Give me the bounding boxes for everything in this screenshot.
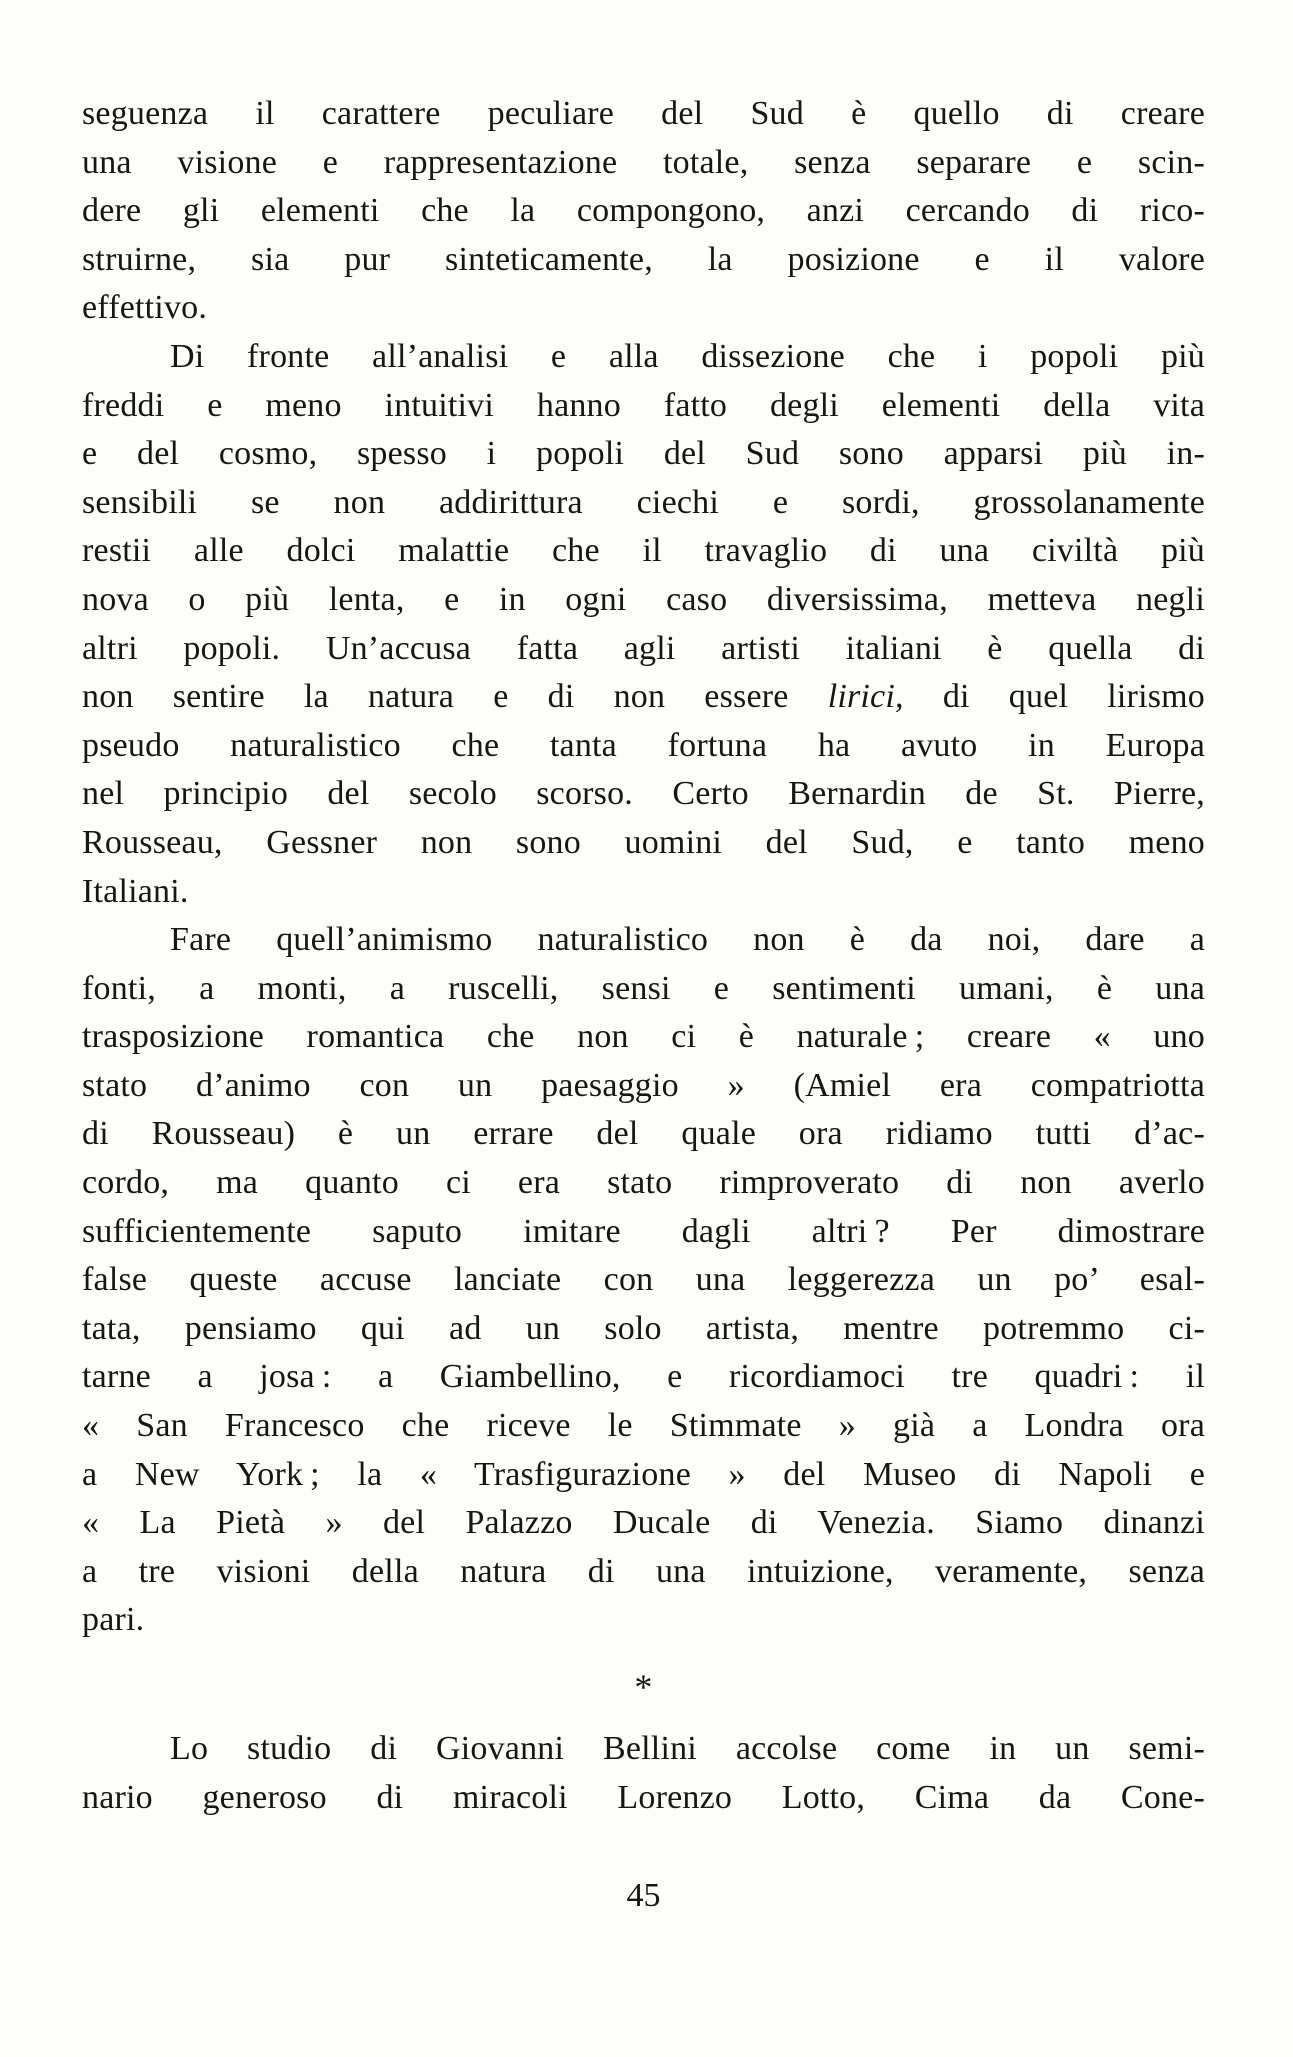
text-block xyxy=(82,90,1205,1822)
text-segment: Fare quell’animismo naturalistico non è da noi, dare a xyxy=(170,921,1205,959)
text-segment: nel principio del secolo scorso. Certo Bernardin de St. Pierre, xyxy=(82,775,1205,813)
text-segment: una visione e rappresentazione totale, senza separare e scin- xyxy=(82,143,1205,181)
text-line xyxy=(82,868,1205,917)
text-line xyxy=(82,430,1205,479)
text-segment: « La Pietà » del Palazzo Ducale di Venezia. Siamo dinanzi xyxy=(82,1504,1205,1542)
italic-text: lirici, xyxy=(827,678,904,716)
text-line xyxy=(82,1062,1205,1111)
text-line xyxy=(82,284,1205,333)
text-line xyxy=(82,333,1205,382)
text-line xyxy=(82,187,1205,236)
text-segment: stato d’animo con un paesaggio » (Amiel era compatriotta xyxy=(82,1066,1205,1104)
text-line xyxy=(82,1402,1205,1451)
text-line xyxy=(82,90,1205,139)
text-line xyxy=(82,722,1205,771)
text-segment: cordo, ma quanto ci era stato rimproverato di non averlo xyxy=(82,1164,1205,1202)
text-segment: pseudo naturalistico che tanta fortuna ha avuto in Europa xyxy=(82,726,1205,764)
text-line xyxy=(82,1305,1205,1354)
text-segment: nova o più lenta, e in ogni caso diversissima, metteva negli xyxy=(82,580,1205,618)
text-segment: seguenza il carattere peculiare del Sud è quello di creare xyxy=(82,95,1205,132)
text-segment: e del cosmo, spesso i popoli del Sud sono apparsi più in- xyxy=(82,435,1205,473)
text-segment: tata, pensiamo qui ad un solo artista, mentre potremmo ci- xyxy=(82,1309,1205,1347)
text-line xyxy=(82,527,1205,576)
text-line xyxy=(82,1725,1205,1774)
text-segment: tarne a josa : a Giambellino, e ricordiamoci tre quadri : il xyxy=(82,1358,1205,1396)
text-line xyxy=(82,1548,1205,1597)
text-line xyxy=(82,576,1205,625)
text-line xyxy=(82,1208,1205,1257)
text-line xyxy=(82,1013,1205,1062)
text-segment: Lo studio di Giovanni Bellini accolse come in un semi- xyxy=(170,1730,1205,1767)
paragraph xyxy=(82,1725,1205,1822)
text-segment: a New York ; la « Trasfigurazione » del Museo di Napoli e xyxy=(82,1455,1205,1493)
text-segment: effettivo. xyxy=(82,289,208,327)
section-separator-asterisk: * xyxy=(634,1667,653,1707)
text-segment: di Rousseau) è un errare del quale ora ridiamo tutti d’ac- xyxy=(82,1115,1205,1153)
text-segment: nario generoso di miracoli Lorenzo Lotto, Cima da Cone- xyxy=(82,1778,1205,1816)
text-segment: dere gli elementi che la compongono, anzi cercando di rico- xyxy=(82,192,1205,230)
paragraph xyxy=(82,90,1205,333)
page-number: 45 xyxy=(626,1877,661,1914)
text-segment: Di fronte all’analisi e alla dissezione che i popoli più xyxy=(170,337,1205,375)
text-segment: Italiani. xyxy=(82,872,189,910)
text-line xyxy=(82,625,1205,674)
text-segment: di quel lirismo xyxy=(903,678,1205,716)
text-segment: non sentire la natura e di non essere xyxy=(82,678,828,716)
text-segment: altri popoli. Un’accusa fatta agli artisti italiani è quella di xyxy=(82,629,1205,667)
paragraph xyxy=(82,916,1205,1645)
text-segment: restii alle dolci malattie che il travaglio di una civiltà più xyxy=(82,532,1205,570)
text-segment: freddi e meno intuitivi hanno fatto degli elementi della vita xyxy=(82,386,1205,424)
text-line xyxy=(82,1451,1205,1500)
text-line xyxy=(82,673,1205,722)
text-line xyxy=(82,479,1205,528)
text-line xyxy=(82,1256,1205,1305)
text-line xyxy=(82,1774,1205,1823)
text-segment: sensibili se non addirittura ciechi e sordi, grossolanamente xyxy=(82,483,1205,521)
text-line xyxy=(82,1353,1205,1402)
text-line xyxy=(82,236,1205,285)
text-segment: false queste accuse lanciate con una leggerezza un po’ esal- xyxy=(82,1261,1205,1299)
text-segment: trasposizione romantica che non ci è naturale ; creare « uno xyxy=(82,1018,1205,1056)
text-line xyxy=(82,382,1205,431)
text-line xyxy=(82,819,1205,868)
text-line xyxy=(82,1596,1205,1645)
text-segment: « San Francesco che riceve le Stimmate » già a Londra ora xyxy=(82,1407,1205,1445)
text-line xyxy=(82,770,1205,819)
text-segment: fonti, a monti, a ruscelli, sensi e sentimenti umani, è una xyxy=(82,969,1205,1007)
text-line xyxy=(82,916,1205,965)
text-segment: struirne, sia pur sinteticamente, la posizione e il valore xyxy=(82,240,1205,278)
text-segment: a tre visioni della natura di una intuizione, veramente, senza xyxy=(82,1552,1205,1590)
text-line xyxy=(82,1159,1205,1208)
text-segment: sufficientemente saputo imitare dagli altri ? Per dimostrare xyxy=(82,1212,1205,1250)
text-line xyxy=(82,1499,1205,1548)
text-line xyxy=(82,139,1205,188)
text-line xyxy=(82,965,1205,1014)
text-segment: pari. xyxy=(82,1601,145,1639)
text-line xyxy=(82,1110,1205,1159)
paragraph xyxy=(82,333,1205,916)
text-segment: Rousseau, Gessner non sono uomini del Sud, e tanto meno xyxy=(82,823,1205,861)
